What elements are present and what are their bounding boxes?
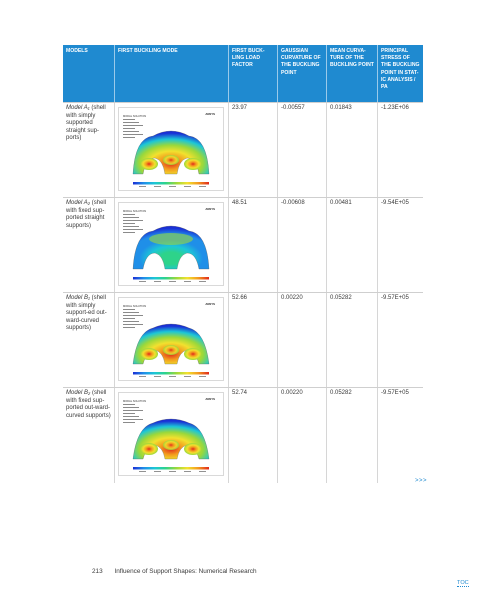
legend-text-line — [123, 232, 135, 233]
page-number: 213 — [92, 568, 103, 575]
hotspot-center — [163, 345, 179, 355]
header-mean-curvature: MEAN CURVA-TURE OF THE BUCKLING POINT — [327, 45, 378, 102]
scale-tick-label — [169, 376, 176, 377]
legend-text-line — [123, 312, 139, 313]
hotspot-right — [184, 443, 202, 455]
figure-title: MODAL SOLUTION — [123, 115, 147, 118]
legend-text-line — [123, 217, 139, 218]
scale-tick-label — [199, 281, 206, 282]
scale-tick-label — [184, 376, 191, 377]
legend-text-line — [123, 404, 135, 405]
legend-text-line — [123, 413, 135, 414]
legend-text-line — [123, 131, 139, 132]
color-scale-bar — [133, 182, 209, 185]
ansys-logo: ANSYS — [205, 207, 215, 211]
scale-tick-label — [154, 471, 161, 472]
contour-plot — [119, 393, 223, 475]
model-description: (shell with simply supported straight sup-ports) — [66, 105, 106, 142]
mode-cell — [115, 103, 229, 198]
scale-tick-label — [199, 186, 206, 187]
model-name: Model A₂ — [66, 200, 91, 206]
table-row — [63, 197, 423, 293]
color-scale-bar — [133, 467, 209, 470]
shell-surface — [133, 226, 209, 269]
buckling-mode-figure — [118, 107, 224, 191]
principal-stress-value: -1.23E+06 — [381, 105, 409, 111]
model-description: (shell with simply support-ed out-ward-curved supports) — [66, 295, 107, 332]
running-title: Influence of Support Shapes: Numerical Research — [114, 568, 257, 575]
scale-tick-label — [139, 376, 146, 377]
legend-text-line — [123, 327, 135, 328]
header-principal-stress: PRINCIPAL STRESS OF THE BUCKLING POINT IN STAT-IC ANALYSIS / PA — [381, 48, 420, 91]
model-name: Model B₁ — [66, 295, 90, 301]
crown-band — [149, 233, 193, 245]
header-gaussian-curvature: GAUSSIAN CURVATURE OF THE BUCKLING POINT — [278, 45, 327, 102]
hotspot-right — [184, 348, 202, 360]
table-row — [63, 102, 423, 198]
ansys-logo: ANSYS — [205, 397, 215, 401]
legend-text-line — [123, 125, 143, 126]
mean-curvature-value: 0.00481 — [327, 198, 378, 293]
scale-tick-label — [139, 281, 146, 282]
page-footer — [92, 568, 257, 575]
figure-title: MODAL SOLUTION — [123, 305, 147, 308]
load-factor-value: 23.97 — [229, 103, 278, 198]
legend-text-line — [123, 122, 139, 123]
hotspot-left — [140, 443, 158, 455]
contour-plot — [119, 298, 223, 380]
load-factor-value: 52.74 — [229, 388, 278, 483]
mean-curvature-value: 0.05282 — [327, 293, 378, 388]
model-description: (shell with fixed sup-ported out-ward-curved supports) — [66, 390, 111, 419]
scale-tick-label — [184, 471, 191, 472]
gaussian-curvature-value: 0.00220 — [278, 293, 327, 388]
table-row — [63, 292, 423, 388]
ansys-logo: ANSYS — [205, 302, 215, 306]
legend-text-line — [123, 128, 135, 129]
scale-tick-label — [139, 471, 146, 472]
legend-text-line — [123, 318, 135, 319]
hotspot-left — [140, 348, 158, 360]
scale-tick-label — [154, 281, 161, 282]
scale-tick-label — [184, 281, 191, 282]
mode-cell — [115, 388, 229, 483]
legend-text-line — [123, 416, 139, 417]
principal-stress-value: -9.54E+05 — [381, 200, 409, 206]
principal-stress-value: -9.57E+05 — [381, 295, 409, 301]
mode-cell — [115, 198, 229, 293]
buckling-mode-figure — [118, 392, 224, 476]
legend-text-line — [123, 226, 139, 227]
load-factor-value: 48.51 — [229, 198, 278, 293]
header-load-factor: FIRST BUCK-LING LOAD FACTOR — [229, 45, 278, 102]
figure-title: MODAL SOLUTION — [123, 400, 147, 403]
header-first-buckling-mode: FIRST BUCKLING MODE — [115, 45, 229, 102]
scale-tick-label — [154, 376, 161, 377]
hotspot-center — [163, 155, 179, 165]
mean-curvature-value: 0.01843 — [327, 103, 378, 198]
contour-plot — [119, 108, 223, 190]
scale-tick-label — [199, 471, 206, 472]
hotspot-left — [140, 158, 158, 170]
scale-tick-label — [169, 186, 176, 187]
model-name: Model B₂ — [66, 390, 91, 396]
legend-text-line — [123, 309, 135, 310]
legend-text-line — [123, 422, 135, 423]
hotspot-right — [184, 158, 202, 170]
legend-text-line — [123, 214, 135, 215]
model-cell — [63, 293, 115, 388]
figure-title: MODAL SOLUTION — [123, 210, 147, 213]
legend-text-line — [123, 137, 135, 138]
ansys-logo: ANSYS — [205, 112, 215, 116]
toc-link[interactable]: TOC — [457, 580, 469, 586]
model-cell — [63, 388, 115, 483]
model-cell — [63, 198, 115, 293]
continue-indicator: >>> — [415, 478, 428, 484]
legend-text-line — [123, 324, 143, 325]
legend-text-line — [123, 321, 139, 322]
gaussian-curvature-value: 0.00220 — [278, 388, 327, 483]
legend-text-line — [123, 229, 143, 230]
legend-text-line — [123, 223, 135, 224]
header-models: MODELS — [63, 45, 115, 102]
mean-curvature-value: 0.05282 — [327, 388, 378, 483]
scale-tick-label — [199, 376, 206, 377]
legend-text-line — [123, 419, 143, 420]
color-scale-bar — [133, 372, 209, 375]
gaussian-curvature-value: -0.00557 — [278, 103, 327, 198]
buckling-mode-figure — [118, 297, 224, 381]
legend-text-line — [123, 220, 143, 221]
color-scale-bar — [133, 277, 209, 280]
scale-tick-label — [169, 471, 176, 472]
model-description: (shell with fixed sup-ported straight supports) — [66, 200, 107, 229]
buckling-mode-figure — [118, 202, 224, 286]
load-factor-value: 52.66 — [229, 293, 278, 388]
contour-plot — [119, 203, 223, 285]
scale-tick-label — [169, 281, 176, 282]
table-header — [63, 45, 423, 102]
legend-text-line — [123, 410, 143, 411]
model-cell — [63, 103, 115, 198]
scale-tick-label — [184, 186, 191, 187]
table-row — [63, 387, 423, 483]
principal-stress-value: -9.57E+05 — [381, 390, 409, 396]
legend-text-line — [123, 407, 139, 408]
legend-text-line — [123, 119, 135, 120]
scale-tick-label — [139, 186, 146, 187]
legend-text-line — [123, 134, 143, 135]
hotspot-center — [163, 440, 179, 450]
mode-cell — [115, 293, 229, 388]
scale-tick-label — [154, 186, 161, 187]
gaussian-curvature-value: -0.00608 — [278, 198, 327, 293]
model-name: Model A₁ — [66, 105, 90, 111]
legend-text-line — [123, 315, 143, 316]
